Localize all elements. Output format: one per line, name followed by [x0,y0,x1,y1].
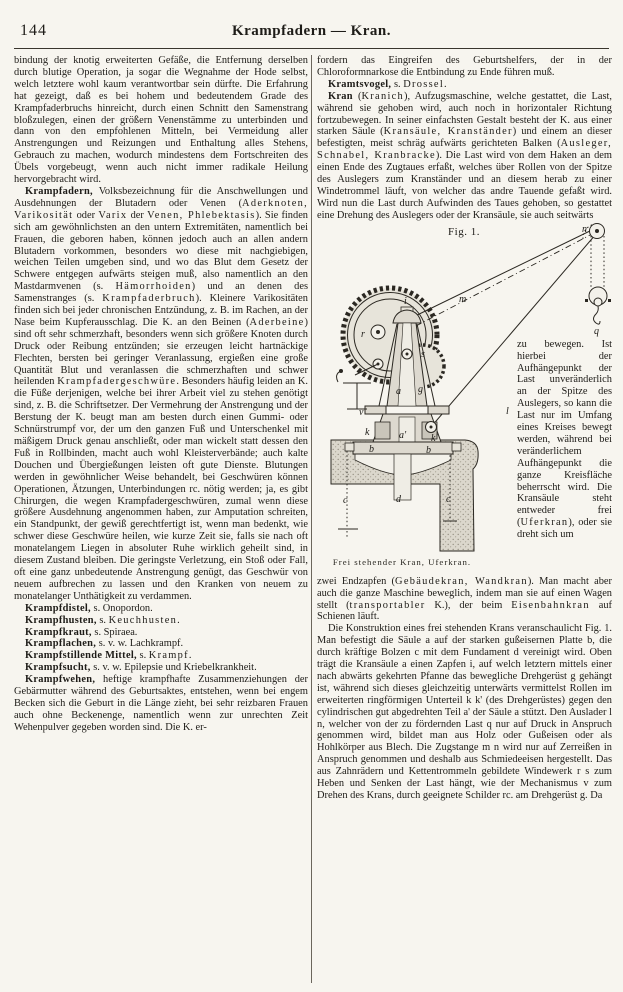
figure-part-label: b [369,443,374,455]
paragraph [14,615,308,627]
figure-part-label: a [396,385,401,397]
figure-part-label: g [418,383,423,395]
figure-part-label: b [426,444,431,456]
text-segment: Krampfadergeschwüre [57,376,177,388]
text-segment: ) sind oft sehr schmerzhaft, besonders wenn sich größere Knoten durch Druck oder Reibung entzünden; sie erzeugen leicht hartnäckige Flechten, bersten bei geringer Veranlassung, ergießen eine große Quantität Blut und veranlassen die schmerzhaften und schwer heilenden [14,316,308,388]
figure-part-label: v [359,406,364,418]
figure-part-label: c [343,494,348,506]
text-segment: Uferkran [520,517,569,529]
text-segment: Aderknoten, Varikosität [14,197,308,221]
text-segment: Drossel. [403,78,448,90]
text-segment: ), Aufzugsmaschine, welche gestattet, die Last, während sie gehoben wird, auch noch in horizontaler Richtung fortzubewegen. In seiner einfachsten Gestalt besteht der K. aus einer starken Säule ( [317,90,613,138]
text-segment: zu bewegen. Ist hierbei der Aufhängepunkt der Last unveränderlich an der Spitze des Auslegers, so kann die Last nur im Umfang eines Kreises bewegt werden, während bei veränderlichem Aufhängepunkt die ganze Kreisfläche beherrscht wird. Die Kransäule steht entweder frei ( [517,338,612,529]
text-segment: K.), der beim [425,599,512,611]
figure-part-label: n [582,223,587,235]
text-segment: Die Konstruktion eines frei stehenden Krans veranschaulicht Fig. 1. Man befestigt die Säule a auf der starken gußeisernen Platte b, die durch kräftige Bolzen c mit dem Fundament d vereinigt wird. Oben trägt die Kransäule a einen Zapfen i, auf welch letztern mittels einer nach abwärts gekehrten Pfanne das bewegliche Drehgerüst g gehängt ist, während sich dieses gleichzeitig unterwärts vermittelst Rollen im erweiterten ringförmigen Unterteil k k' (des Drehgerüstes) gegen den cylindrischen gut abgedrehten Teil a' der Säule a stützt. Den Auslader l n, welcher von der zu fördernden Last q nur auf Druck in Anspruch genommen wird, bildet man aus Holz oder Gußeisen oder als Hohlkörper aus Blech. Die Zugstange m n wird nur auf Zerreißen in Anspruch genommen und deshalb aus Schmiedeeisen hergestellt. Das aus Zahnrädern und Kettentrommeln gebildete Windewerk r s zum Heben und Senken der Last hängt, wie der Mechanismus v zum Drehen des Krans, durch geeignete Schilder rc. am Drehgerüst g. Da [317,623,612,801]
paragraph [14,662,308,674]
paragraph [14,650,308,662]
text-segment: auf Schienen läuft. [317,599,612,623]
entry-headword: Kramtsvogel, [328,78,392,90]
figure-part-label: a' [399,429,407,441]
figure-part-label: m [459,293,467,305]
page-header [0,22,623,46]
entry-headword: Krampfstillende Mittel, [25,650,137,662]
page-number: 144 [20,22,47,39]
right-column [317,55,612,802]
text-segment: ) und an denen des Samenstranges (s. [14,281,308,305]
text-segment: ). Sie finden sich am gewöhnlichsten an den untern Extremitäten, namentlich bei Frauen, die geboren haben, können jedoch auch an allen andern Blutadern vorkommen, besonders wo diese mit nachgiebigen, weichen Teilen umgeben sind, und wo das Blut dem Gesetz der Schwere entgegen aufwärts steigen muß, also namentlich an den Mastdarmvenen (s. [14,209,309,293]
paragraph [14,627,308,639]
base-plate [353,442,453,454]
column-divider [311,55,312,983]
apex-pulley [590,223,605,238]
text-segment: Keuchhusten. [108,614,182,626]
text-segment: ), oder sie dreht sich um [517,517,612,541]
paragraph [317,79,612,91]
text-segment: fordern das Eingreifen des Geburtshelfers, der in der Chloroformnarkose die Entbindung zu Ende führen muß. [317,55,612,78]
hook-icon [594,306,601,324]
figure-part-label: s [421,348,425,360]
text-segment: ). Man macht aber auch die ganze Maschine beweglich, indem man sie auf einen Wagen stellt ( [317,575,613,611]
paragraph [14,638,308,650]
text-segment: heftige krampfhafte Zusammenziehungen der Gebärmutter während des Geburtsaktes, entstehen, wenn bei engem Becken sich die Geburt in die Länge zieht, bei sehr reizbaren Frauen auch ohne Beckenenge, namentlich wenn zur unrechten Zeit Wehenpulver gegeben worden sind. Die K. er- [14,674,308,733]
text-segment: Kransäule, Kranständer [383,126,513,138]
paragraph [317,55,612,79]
text-segment: der [127,209,148,221]
text-segment: Eisenbahnkran [511,599,590,611]
entry-headword: Krampfhusten, [25,614,97,626]
figure-part-label: l [506,405,509,417]
text-segment: s. v. w. Lachkrampf. [96,638,184,650]
text-segment: Kranich [361,90,405,102]
entry-headword: Krampflachen, [25,638,97,650]
figure-side-text [517,339,612,541]
paragraph [517,339,612,541]
entry-headword: Krampfdistel, [25,602,91,614]
paragraph [14,603,308,615]
text-segment: s. [391,78,404,90]
text-segment: ). Kleinere Varikositäten finden sich bei jeder chronischen Entzündung, z. B. im Rachen, an der Nase beim Kupferausschlag. Die K. an den Beinen ( [14,293,308,328]
text-segment: s. v. w. Epilepsie und Kriebelkrankheit. [90,662,257,674]
paragraph [14,186,308,603]
text-segment: ) und einem an dieser befestigten, meist schräg aufwärts gerichteten Balken ( [317,126,612,150]
text-segment: Krampf. [148,650,193,662]
text-segment: Hämorrhoiden [115,281,192,293]
text-segment: ). Die Last wird von dem Haken an dem einen Ende des Zugtaues erfaßt, welches über Rollen von der Spitze des Auslegers zum Kranständer und an diesem herab zu einer Windetrommel läuft, von welcher das andre Tauende gefaßt wird. Wird nun die Last durch Aufwinden des Taues gehoben, so gestattet eine Drehung des Auslegers oder der Kransäule, sie auch seitwärts [317,150,612,221]
text-segment: ( [352,90,362,102]
entry-headword: Krampfkraut, [25,626,92,638]
paragraph [317,623,612,802]
guide-pulley [426,421,437,432]
page-title: Krampfadern — Kran. [231,23,392,39]
text-segment: Volksbezeichnung für die Anschwellungen und Ausdehnungen der Blutadern oder Venen ( [14,185,308,209]
entry-headword: Krampfadern, [25,185,93,197]
text-segment: . Besonders häufig leiden an K. die Füße derjenigen, welche bei ihrer Arbeit viel zu stehen genötigt sind, z. B. die Schriftsetzer. Der Vermehrung der Anstrengung und der Berstung der K. beugt man am besten durch einen Gummi- oder Schnürstrumpf vor, der um den ganzen Fuß und Unterschenkel mit mäßigem Druck genau anschließt, oder man wickelt statt dessen den Fuß in Rollbinden, macht auch wohl Kleisterverbände; auch kalte Douchen und Übergießungen leisten oft gute Dienste. Blutungen werden in gewöhnlicher Weise behandelt, bei Geschwüren können Operationen, Ätzungen, Unterbindungen rc. nötig werden; ja, es gibt Chirurgen, die wegen Krampfadergeschwüren, zumal wenn diese größere Ausdehnung angenommen haben, zur Amputation schreiten, ein Standpunkt, der gewiß gerechtfertigt ist, wenn man bedenkt, wie schwer diese Geschwüre heilen, wie kurze Zeit sie, falls sie nach oft monatelangem Liegen in absoluter Ruhe wirklich geheilt sind, in diesem Zustand bleiben. Die geringste Verletzung, ein Stoß oder Fall, oft eine ganz unbedeutende Anstrengung genügt, das Geschwür von neuem aufbrechen zu lassen und den Kranken von neuem zu monatelanger Unthätigkeit zu verdammen. [14,376,308,602]
text-segment: s. [96,614,109,626]
paragraph [14,55,308,186]
text-segment: Venen, Phlebektasis [147,209,256,221]
text-segment: Gebäudekran, Wandkran [395,575,528,587]
text-segment: Varix [98,209,128,221]
paragraph [317,91,612,222]
text-segment: oder [73,209,99,221]
text-segment: s. Onopordon. [90,602,153,614]
text-segment: transportabler [349,599,426,611]
right-column-top-text [317,55,612,222]
figure-part-label: c [446,493,451,505]
figure-caption: Frei stehender Kran, Uferkran. [332,556,472,567]
figure-block [317,223,612,575]
figure-part-label: i [404,295,407,307]
hook-block [585,236,611,324]
figure-part-label: q [594,325,599,337]
figure-part-label: r [361,328,365,340]
left-column [14,55,308,734]
paragraph [14,674,308,734]
text-segment: Ausleger, Schnabel, Kranbracke [317,138,612,162]
text-segment: bindung der knotig erweiterten Gefäße, die Entfernung derselben durch blutige Operation, ja sogar die Wegnahme der Hode selbst, welch letztere wohl kaum verantwortbar sein dürfte. Die Erfahrung hat gezeigt, daß es bei hohem und bedeutendem Grade des Krampfaderbruchs hinreicht, durch einen Schnitt den Samenstrang bloßzulegen, einen der größern Venenstämme zu unterbinden und dann von den empfohlenen Mitteln, bei Vermeidung aller Anstrengungen und Reizungen und Enthaltung alles Stehens, Gebrauch zu machen, wodurch mindestens dem Fortschreiten des Übels vorgebeugt, wenn auch nicht immer radikale Heilung hervorgebracht wird. [14,55,308,186]
text-segment: s. Spiraea. [91,626,138,638]
header-rule [14,48,609,49]
entry-headword: Krampfwehen, [25,674,96,686]
text-segment: zwei Endzapfen ( [317,575,396,587]
entry-headword: Kran [328,90,353,102]
figure-part-label: k [365,426,370,438]
figure-part-label: d [396,493,401,505]
right-column-bottom-text [317,576,612,802]
text-segment: Aderbeine [249,316,305,328]
text-segment: s. [136,650,149,662]
figure-part-label: k' [431,432,438,444]
text-segment: Krampfaderbruch [102,293,196,305]
figure-number-label: Fig. 1. [448,225,480,238]
entry-headword: Krampfsucht, [25,662,91,674]
paragraph [317,576,612,624]
